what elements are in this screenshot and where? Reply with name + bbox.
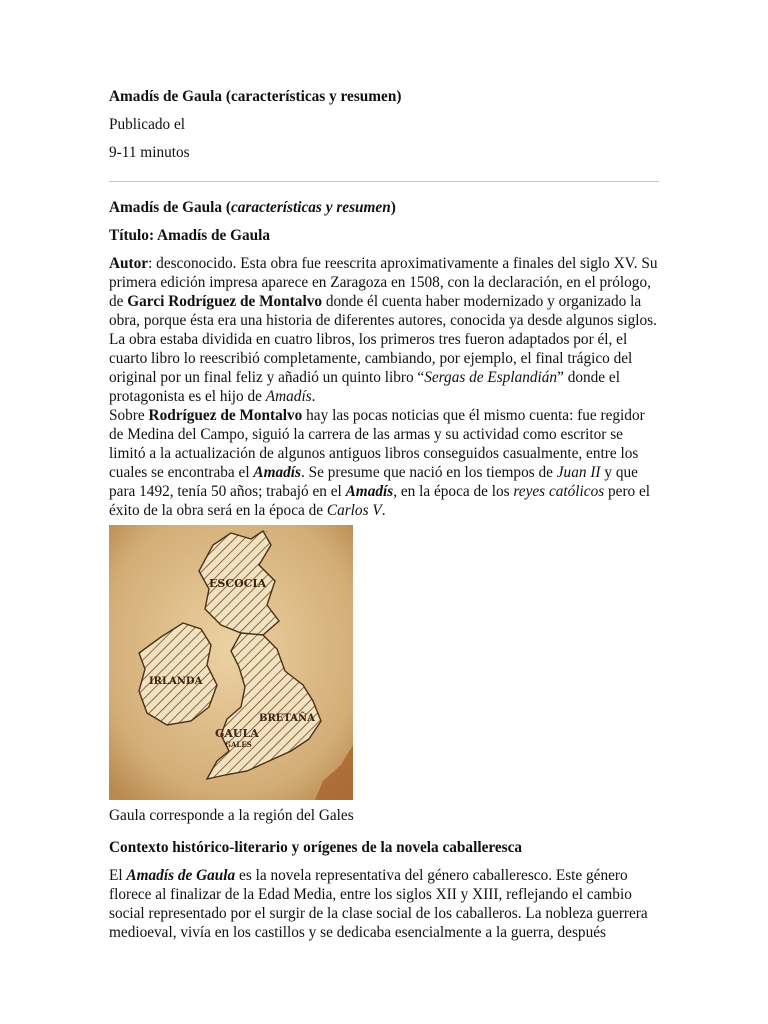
author-paragraph: Autor: desconocido. Esta obra fue reescrita aproximativamente a finales del siglo XV. Su primera edición impresa aparece en Zaragoza en 1508, con la declaración, en el prólogo, de Garci Rodríguez de Montalvo donde él cuenta haber modernizado y organizado la obra, porque ésta era una historia de diferentes autores, conocida ya desde algunos siglos. La obra estaba dividida en cuatro libros, los primeros tres fueron adaptados por él, el cuarto libro lo reescribió completamente, cambiando, por ejemplo, el final trágico del original por un final feliz y añadió un quinto libro “Sergas de Esplandián” donde el protagonista es el hijo de Amadís. [109, 255, 658, 405]
map-label-irlanda: IRLANDA [149, 676, 203, 687]
map-caption: Gaula corresponde a la región del Gales [109, 807, 354, 824]
map-label-bretana: BRETAÑA [259, 713, 315, 724]
map-signature: ~~~ [261, 529, 268, 534]
title-line: Título: Amadís de Gaula [109, 227, 271, 244]
article-heading: Amadís de Gaula (características y resumen) [109, 199, 396, 216]
doc-title: Amadís de Gaula (características y resumen) [109, 88, 402, 105]
divider [109, 181, 659, 182]
map-label-gales: GALES [225, 740, 252, 749]
map-label-escocia: ESCOCIA [209, 577, 267, 590]
map-label-gaula: GAULA [215, 727, 259, 740]
montalvo-paragraph: Sobre Rodríguez de Montalvo hay las pocas noticias que él mismo cuenta: fue regidor de Medina del Campo, siguió la carrera de las armas y su actividad como escritor se limitó a la actualización de algunos antiguos libros conseguidos casualmente, entre los cuales se encontraba el Amadís. Se presume que nació en los tiempos de Juan II y que para 1492, tenía 50 años; trabajó en el Amadís, en la época de los reyes católicos pero el éxito de la obra será en la época de Carlos V. [109, 407, 651, 519]
context-heading: Contexto histórico-literario y orígenes de la novela caballeresca [109, 839, 523, 856]
context-paragraph: El Amadís de Gaula es la novela representativa del género caballeresco. Este género florece al finalizar de la Edad Media, entre los siglos XII y XIII, reflejando el cambio social representado por el surgir de la clase social de los caballeros. La nobleza guerrera medioeval, vivía en los castillos y se dedicaba esencialmente a la guerra, después [109, 867, 648, 941]
published-label: Publicado el [109, 116, 186, 133]
british-isles-map [109, 525, 353, 800]
reading-time: 9-11 minutos [109, 144, 190, 161]
